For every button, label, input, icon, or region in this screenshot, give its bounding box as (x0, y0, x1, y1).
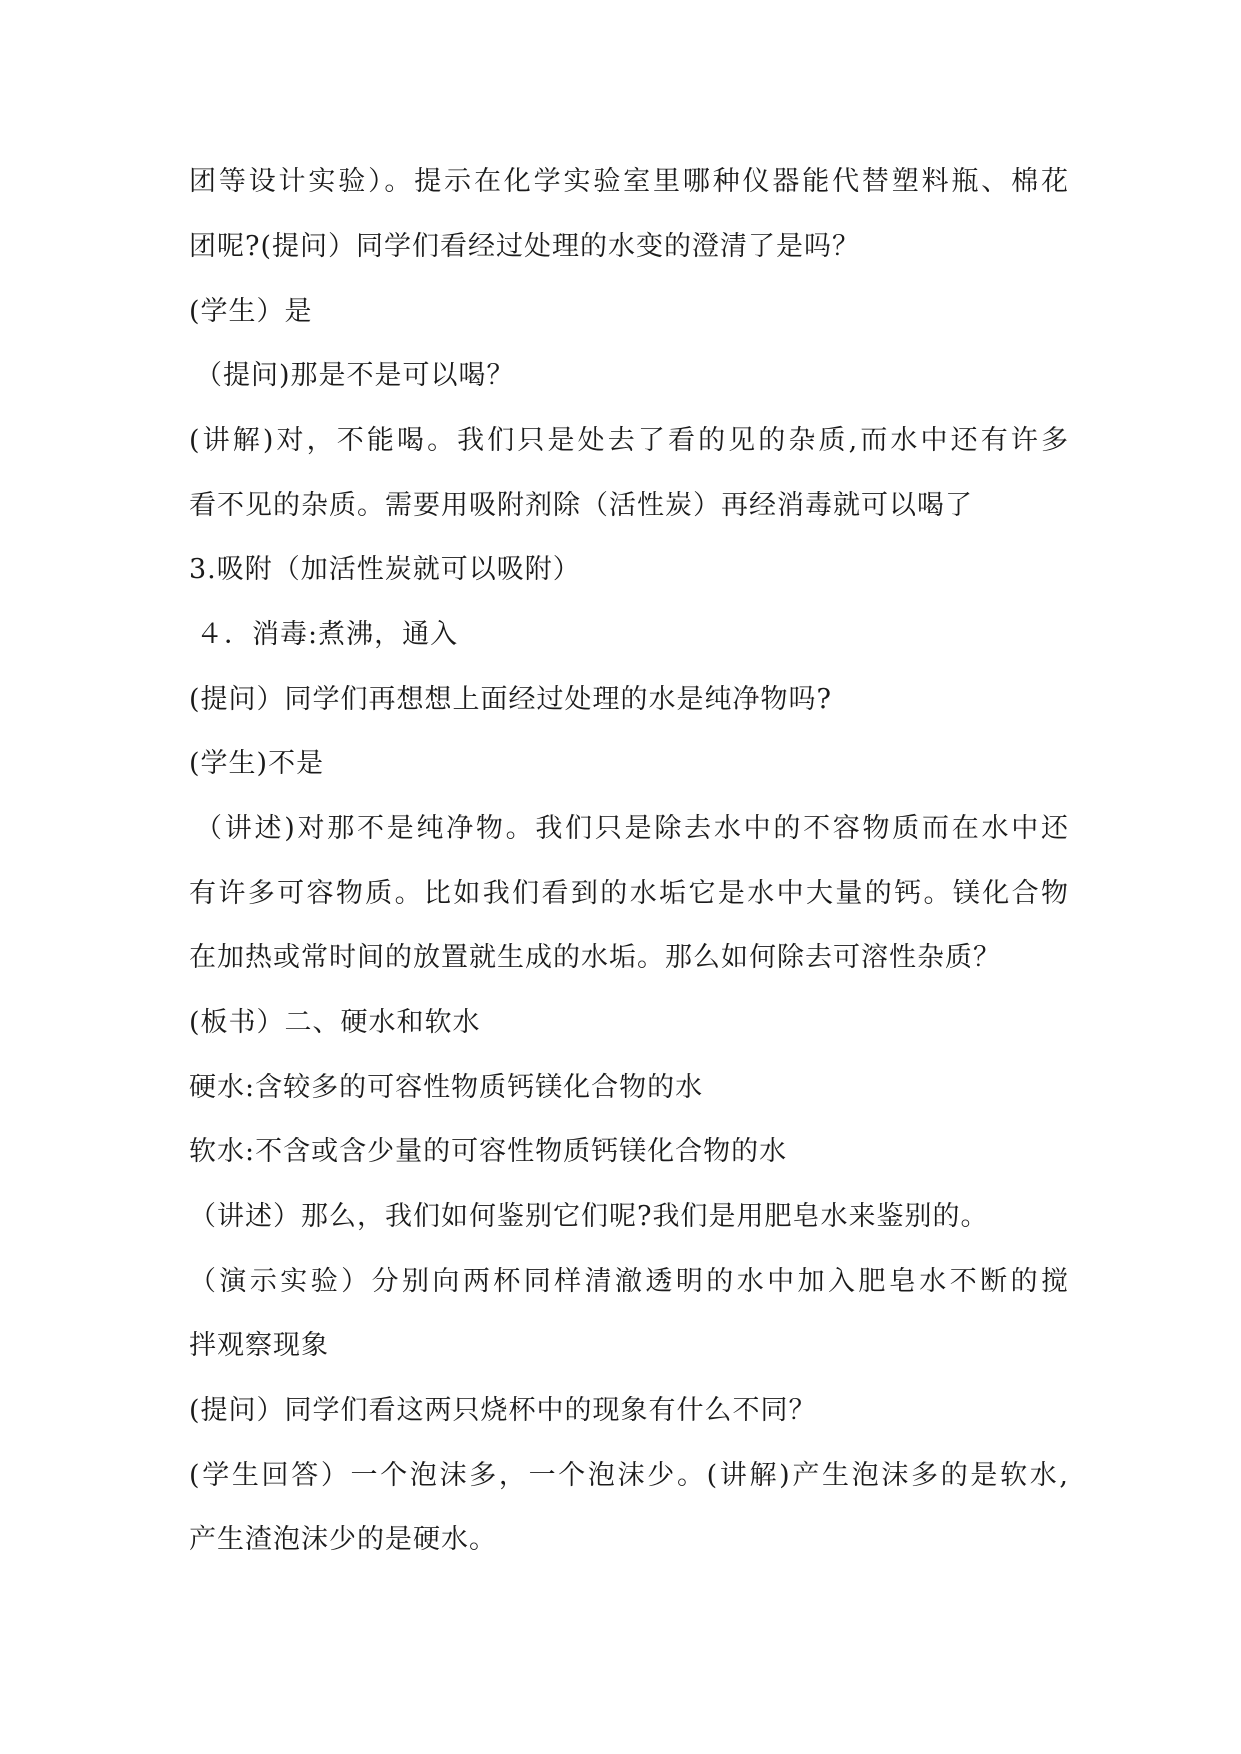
text-line: （演示实验）分别向两杯同样清澈透明的水中加入肥皂水不断的搅 (189, 1266, 1069, 1297)
text-line: 软水:不含或含少量的可容性物质钙镁化合物的水 (189, 1136, 788, 1167)
text-line: 团等设计实验）。提示在化学实验室里哪种仪器能代替塑料瓶、棉花 (189, 166, 1069, 197)
text-line: (板书）二、硬水和软水 (189, 1007, 481, 1038)
text-line: 产生渣泡沫少的是硬水。 (189, 1524, 497, 1555)
text-line: （讲述）那么，我们如何鉴别它们呢?我们是用肥皂水来鉴别的。 (189, 1201, 989, 1232)
text-line: (提问）同学们再想想上面经过处理的水是纯净物吗? (189, 684, 833, 715)
text-line: (学生）是 (189, 296, 313, 327)
text-line: (提问）同学们看这两只烧杯中的现象有什么不同？ (189, 1395, 817, 1426)
text-line: 看不见的杂质。需要用吸附剂除（活性炭）再经消毒就可以喝了 (189, 490, 973, 521)
text-line: 有许多可容物质。比如我们看到的水垢它是水中大量的钙。镁化合物 (189, 878, 1069, 909)
text-line: （提问)那是不是可以喝？ (195, 360, 515, 391)
text-line: 3.吸附（加活性炭就可以吸附） (189, 554, 581, 585)
text-line: （讲述)对那不是纯净物。我们只是除去水中的不容物质而在水中还 (195, 813, 1069, 844)
text-line: ４．消毒:煮沸，通入 (196, 619, 459, 650)
text-line: 硬水:含较多的可容性物质钙镁化合物的水 (189, 1072, 704, 1103)
text-line: 拌观察现象 (189, 1330, 329, 1361)
text-line: (讲解)对，不能喝。我们只是处去了看的见的杂质,而水中还有许多 (189, 425, 1069, 456)
text-line: 在加热或常时间的放置就生成的水垢。那么如何除去可溶性杂质？ (189, 942, 1001, 973)
text-line: 团呢?(提问）同学们看经过处理的水变的澄清了是吗？ (189, 231, 861, 262)
text-line: (学生)不是 (189, 748, 325, 779)
text-line: (学生回答）一个泡沫多，一个泡沫少。(讲解)产生泡沫多的是软水, (189, 1460, 1069, 1491)
